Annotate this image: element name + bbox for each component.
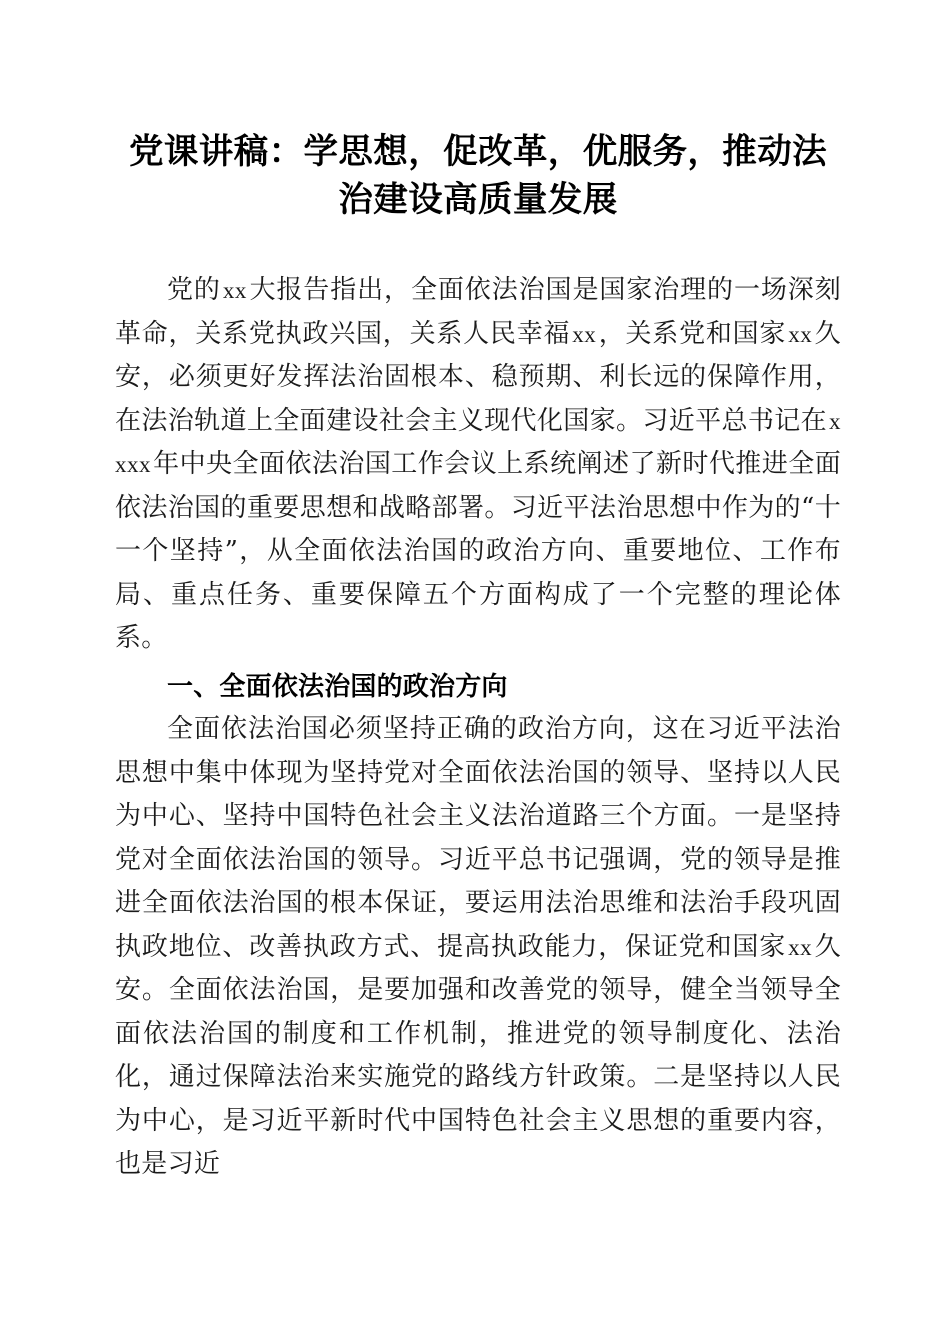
redacted-placeholder-token: xx — [788, 934, 813, 960]
paragraph-intro: 党的xx大报告指出，全面依法治国是国家治理的一场深刻革命，关系党执政兴国，关系人民幸福xx，关系党和国家xx久安，必须更好发挥法治固根本、稳预期、利长远的保障作用，在法治轨道上全面建设社会主义现代化国家。习近平总书记在xxxx年中央全面依法治国工作会议上系统阐述了新时代推进全面依法治国的重要思想和战略部署。习近平法治思想中作为的“十一个坚持”，从全面依法治国的政治方向、重要地位、工作布局、重点任务、重要保障五个方面构成了一个完整的理论体系。 — [115, 275, 841, 653]
redacted-placeholder-token: xx — [222, 278, 247, 303]
page-title-line-1: 党课讲稿：学思想，促改革，优服务，推动法 — [129, 133, 827, 171]
redacted-placeholder-token: xx — [572, 321, 597, 347]
page-title-line-2: 治建设高质量发展 — [338, 181, 618, 219]
redacted-placeholder-token: xx — [788, 321, 813, 347]
page-title — [115, 0, 841, 224]
paragraph-section-1-body: 全面依法治国必须坚持正确的政治方向，这在习近平法治思想中集中体现为坚持党对全面依法治国的领导、坚持以人民为中心、坚持中国特色社会主义法治道路三个方面。一是坚持党对全面依法治国的领导。习近平总书记强调，党的领导是推进全面依法治国的根本保证，要运用法治思维和法治手段巩固执政地位、改善执政方式、提高执政能力，保证党和国家xx久安。全面依法治国，是要加强和改善党的领导，健全当领导全面依法治国的制度和工作机制，推进党的领导制度化、法治化，通过保障法治来实施党的路线方针政策。二是坚持以人民为中心，是习近平新时代中国特色社会主义思想的重要内容，也是习近 — [115, 714, 841, 1179]
document-text-column — [115, 0, 841, 1187]
redacted-placeholder-token: xxxx — [115, 408, 841, 477]
section-heading-1: 一、全面依法治国的政治方向 — [167, 670, 508, 701]
